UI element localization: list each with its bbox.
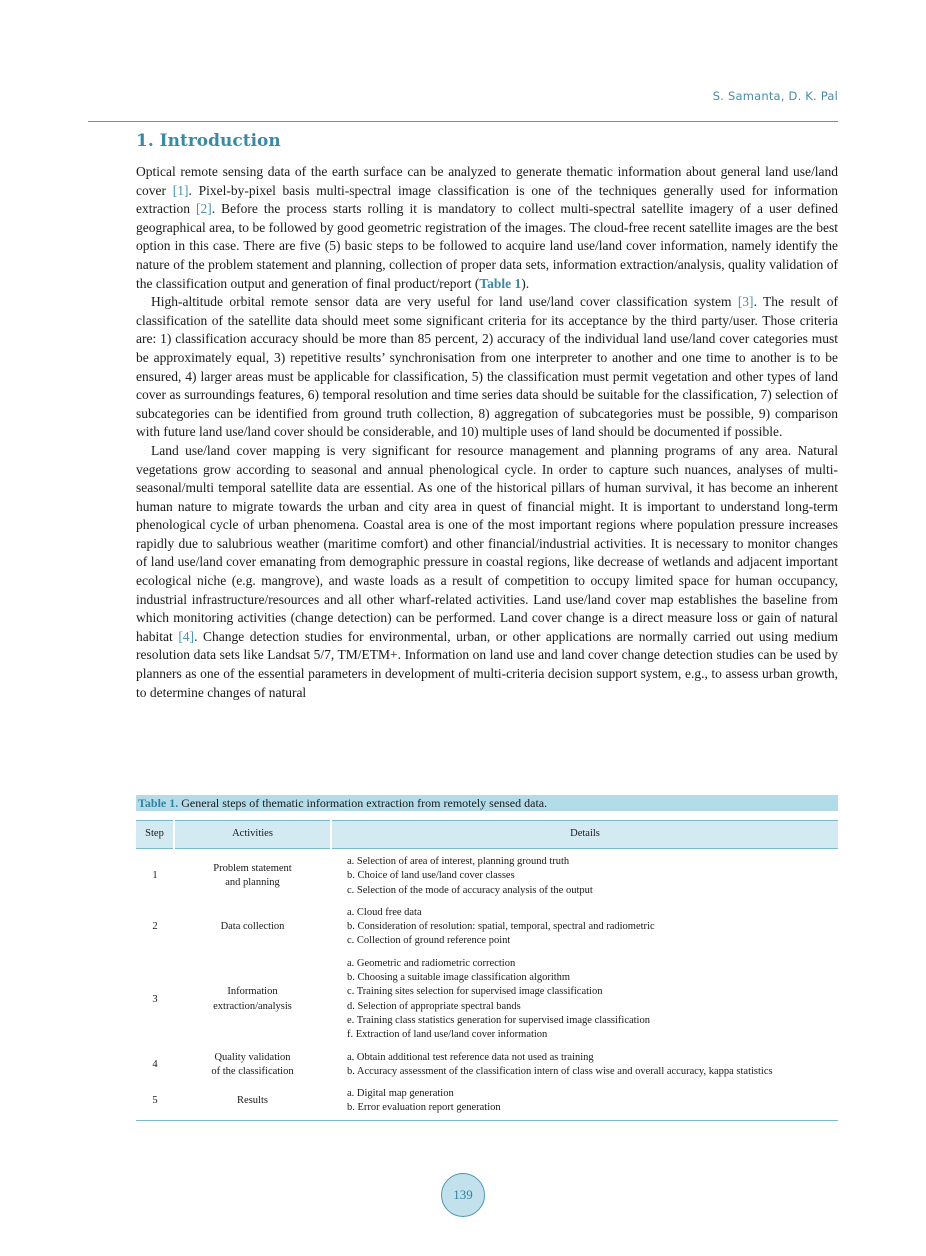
activity-cell (174, 902, 331, 953)
detail-line: d. Selection of appropriate spectral bands (347, 1000, 521, 1012)
detail-line: a. Digital map generation (347, 1088, 454, 1100)
activity-cell (174, 1047, 331, 1084)
detail-line: a. Cloud free data (347, 906, 422, 918)
activity-cell (174, 849, 331, 902)
table-caption-label[interactable]: Table 1. (138, 796, 179, 810)
table-row (136, 1047, 838, 1084)
activity-line: of the classification (211, 1065, 294, 1077)
paragraph-text: ). (521, 275, 530, 291)
table-caption (136, 795, 838, 811)
activity-line: Information (227, 986, 278, 998)
step-number: 5 (136, 1083, 174, 1120)
steps-table (136, 820, 838, 1121)
detail-line: c. Collection of ground reference point (347, 935, 511, 947)
running-head: S. Samanta, D. K. Pal (712, 89, 838, 103)
detail-line: a. Obtain additional test reference data not used as training (347, 1051, 594, 1063)
detail-line: b. Accuracy assessment of the classification intern of class wise and overall accuracy, kappa statistics (347, 1065, 773, 1077)
detail-line: b. Error evaluation report generation (347, 1102, 501, 1114)
step-number: 3 (152, 993, 158, 1005)
table-body (136, 849, 838, 1121)
header-step: Step (136, 821, 174, 849)
detail-line: c. Selection of the mode of accuracy analysis of the output (347, 884, 593, 896)
detail-line: e. Training class statistics generation for supervised image classification (347, 1014, 650, 1026)
paragraph (136, 293, 838, 442)
step-number: 1 (152, 870, 158, 882)
detail-line: b. Consideration of resolution: spatial, temporal, spectral and radiometric (347, 921, 655, 933)
step-number: 2 (152, 921, 158, 933)
citation-link[interactable]: [4] (178, 628, 195, 644)
page-number: 139 (441, 1173, 485, 1217)
step-number: 4 (152, 1058, 158, 1070)
table-caption-text: General steps of thematic information extraction from remotely sensed data. (178, 796, 548, 810)
paragraph-text: . Change detection studies for environmental, urban, or other applications are normally carried out using medium resolution data sets like Landsat 5/7, TM/ETM+. Information on land use and land cover change detection studies can be used by planners as one of the essential parameters in development of multi-criteria decision support system, e.g., to assess urban growth, to determine changes of natural (136, 628, 838, 700)
activity-cell (174, 953, 331, 1047)
header-details: Details (331, 821, 838, 849)
activity-cell (174, 1083, 331, 1120)
activity-line: Data collection (220, 921, 285, 933)
detail-line: f. Extraction of land use/land cover information (347, 1029, 548, 1041)
details-cell (331, 1083, 838, 1120)
citation-link[interactable]: [1] (172, 182, 189, 198)
activity-line: Results (237, 1095, 268, 1107)
header-activities: Activities (174, 821, 331, 849)
paragraph-text: . Pixel-by-pixel basis multi-spectral image classification is one of the techniques generally used for information extraction (136, 182, 838, 217)
section-title: 1. Introduction (136, 131, 281, 151)
table-row (136, 1083, 838, 1120)
header-rule (88, 121, 838, 122)
body-text (136, 163, 838, 702)
details-cell (331, 1047, 838, 1084)
table-row (136, 902, 838, 953)
detail-line: a. Geometric and radiometric correction (347, 957, 516, 969)
paragraph (136, 163, 838, 293)
activity-line: Problem statement (213, 863, 292, 875)
citation-link[interactable]: [2] (196, 201, 212, 217)
paragraph-text: High-altitude orbital remote sensor data are very useful for land use/land cover classification system (151, 294, 738, 310)
paragraph-text: Optical remote sensing data of the earth surface can be analyzed to generate thematic information about general land use/land cover (136, 164, 838, 198)
details-cell (331, 953, 838, 1047)
detail-line: b. Choosing a suitable image classification algorithm (347, 972, 571, 984)
activity-line: Quality validation (214, 1051, 291, 1063)
paragraph-text: Land use/land cover mapping is very significant for resource management and planning programs of any area. Natural vegetations grow according to seasonal and annual phenological cycle. In order to capture such nuances, analyses of multi-seasonal/multi temporal satellite data are essential. As one of the historical pillars of human survival, it has become an inherent human nature to migrate towards the urban and city area in quest of financial might. It is important to understand long-term phenological cycle of urban phenomena. Coastal area is one of the most important regions where population pressure increases rapidly due to salubrious weather (maritime comfort) and other financial/industrial activities. It is necessary to monitor changes of land use/land cover emanating from demographic pressure in coastal regions, like decrease of wetlands and adjacent important ecological niche (e.g. mangrove), and waste loads as a result of competition to occupy limited space for human occupancy, industrial infrastructure/resources and all other wharf-related activities. Land use/land cover map establishes the baseline from which monitoring activities (change detection) can be performed. Land cover change is a direct measure loss or gain of natural habitat (136, 442, 838, 644)
table-header-row (136, 821, 838, 849)
table-row (136, 849, 838, 902)
paragraph-text: . The result of classification of the satellite data should meet some significant criteria for its acceptance by the third party/user. Those criteria are: 1) classification accuracy should be more than 85 percent, 2) accuracy of the individual land use/land cover categories must be approximately equal, 3) repetitive results’ synchronisation from one interpreter to another and one time to another is to be ensured, 4) larger areas must be applicable for classification, 5) the classification must permit vegetation and other types of land cover as surroundings features, 6) temporal resolution and time series data should be suitable for the classification, 7) selection of subcategories can be identified from ground truth collection, 8) aggregation of subcategories must be possible, 9) comparison with future land use/land cover should be considerable, and 10) multiple uses of land should be documented if possible. (136, 294, 838, 440)
detail-line: a. Selection of area of interest, planning ground truth (347, 856, 570, 867)
paragraph-text: . Before the process starts rolling it is mandatory to collect multi-spectral satellite imagery of a user defined geographical area, to be followed by good geometric registration of the images. The cloud-free recent satellite images are the best option in this case. There are five (5) basic steps to be followed to acquire land use/land cover information, namely identify the nature of the problem statement and planning, collection of proper data sets, information extraction/analysis, quality validation of the classification output and generation of final product/report ( (136, 201, 838, 291)
paragraph (136, 442, 838, 702)
citation-link[interactable]: [3] (737, 294, 754, 310)
table-reference-link[interactable]: Table 1 (479, 275, 522, 291)
detail-line: b. Choice of land use/land cover classes (347, 870, 515, 882)
activity-line: and planning (225, 877, 280, 889)
detail-line: c. Training sites selection for supervised image classification (347, 986, 603, 998)
table-row (136, 953, 838, 1047)
details-cell (331, 902, 838, 953)
details-cell (331, 849, 838, 902)
activity-line: extraction/analysis (213, 1000, 292, 1012)
